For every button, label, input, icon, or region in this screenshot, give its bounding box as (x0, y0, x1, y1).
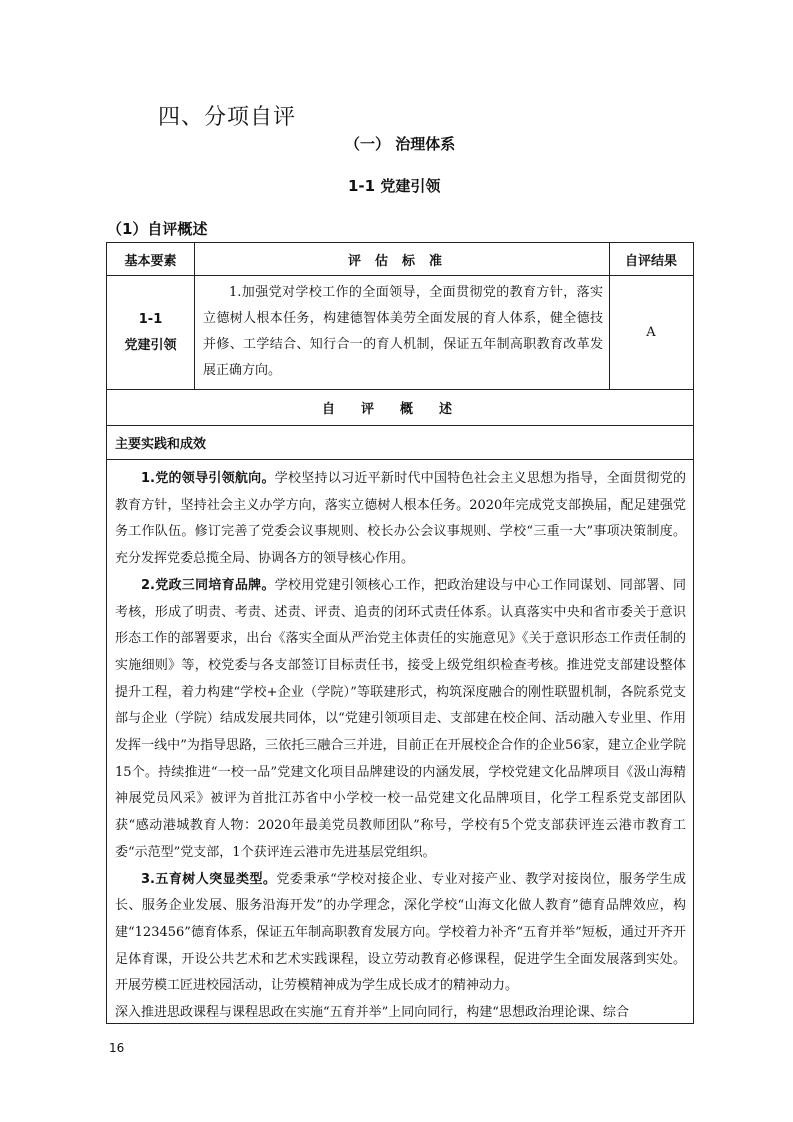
paragraph-text: 学校用党建引领核心工作，把政治建设与中心工作同谋划、同部署、同考核，形成了明责、考责、述责、评责、追责的闭环式责任体系。认真落实中央和省市委关于意识形态工作的部署要求，出台《落实全面从严治党主体责任的实施意见》《关于意识形态工作责任制的实施细则》等，校党委与各支部签订目标责任书，接受上级党组织检查考核。推进党支部建设整体提升工程，着力构建“学校+企业（学院）”等联建形式，构筑深度融合的刚性联盟机制，各院系党支部与企业（学院）结成发展共同体，以“党建引领项目走、支部建在校企间、活动融入专业里、作用发挥一线中”为指导思路，三依托三融合三并进，目前正在开展校企合作的企业56家，建立企业学院15个。持续推进“一校一品”党建文化项目品牌建设的内涵发展，学校党建文化品牌项目《汲山海精神展党员风采》被评为首批江苏省中小学校一校一品党建文化品牌项目，化学工程系党支部团队获“感动港城教育人物：2020年最美党员教师团队”称号，学校有5个党支部获评连云港市教育工委“示范型”党支部，1个获评连云港市先进基层党组织。 (115, 577, 686, 860)
page-number: 16 (109, 1041, 125, 1055)
paragraph-text: 党委秉承“学校对接企业、专业对接产业、教学对接岗位，服务学生成长、服务企业发展、服务沿海开发”的办学理念，深化学校“山海文化做人教育”德育品牌效应，构建“123456”德育体系，保证五年制高职教育发展方向。学校着力补齐“五育并举”短板，通过开齐开足体育课，开设公共艺术和艺术实践课程，设立劳动教育必修课程，促进学生全面发展落到实处。开展劳模工匠进校园活动，让劳模精神成为学生成长成才的精神动力。 (115, 871, 686, 994)
paragraph-1 (115, 466, 686, 573)
paragraph-text: 学校坚持以习近平新时代中国特色社会主义思想为指导，全面贯彻党的教育方针，坚持社会主义办学方向，落实立德树人根本任务。2020年完成党支部换届，配足建强党务工作队伍。修订完善了党委会议事规则、校长办公会议事规则、学校“三重一大”事项决策制度。充分发挥党委总揽全局、协调各方的领导核心作用。 (115, 471, 686, 567)
summary-header: 自评概述 (107, 390, 693, 426)
header-self-evaluation-result: 自评结果 (624, 253, 677, 269)
table-row (107, 276, 693, 390)
paragraph-lead: 1.党的领导引领航向。 (141, 471, 275, 486)
section-title: 四、分项自评 (158, 105, 297, 130)
main-practice-header: 主要实践和成效 (107, 426, 693, 460)
element-name: 党建引领 (124, 337, 177, 353)
practice-body (107, 460, 693, 1023)
element-code: 1-1 (138, 311, 163, 327)
subsection-title: （一） 治理体系 (345, 135, 456, 153)
table-header-row (107, 243, 693, 276)
overview-title: （1）自评概述 (107, 220, 208, 238)
self-evaluation-table (106, 242, 694, 1024)
paragraph-lead: 2.党政三同培育品牌。 (141, 577, 275, 593)
paragraph-3 (115, 867, 686, 1001)
paragraph-2 (115, 573, 686, 867)
paragraph-continued: 深入推进思政课程与课程思政在实施“五育并举”上同向同行，构建“思想政治理论课、综合 (115, 1005, 629, 1021)
result-cell: A (646, 325, 656, 340)
header-basic-element: 基本要素 (107, 243, 195, 275)
paragraph-lead: 3.五育树人突显类型。 (141, 871, 277, 887)
practice-text (115, 466, 686, 1023)
item-title: 1-1 党建引领 (348, 177, 441, 195)
standard-cell: 1.加强党对学校工作的全面领导，全面贯彻党的教育方针，落实立德树人根本任务，构建德智体美劳全面发展的育人体系，健全德技并修、工学结合、知行合一的育人机制，保证五年制高职教育改革发展正确方向。 (195, 276, 610, 389)
element-cell (107, 276, 195, 389)
header-evaluation-standard: 评估标准 (195, 243, 610, 275)
